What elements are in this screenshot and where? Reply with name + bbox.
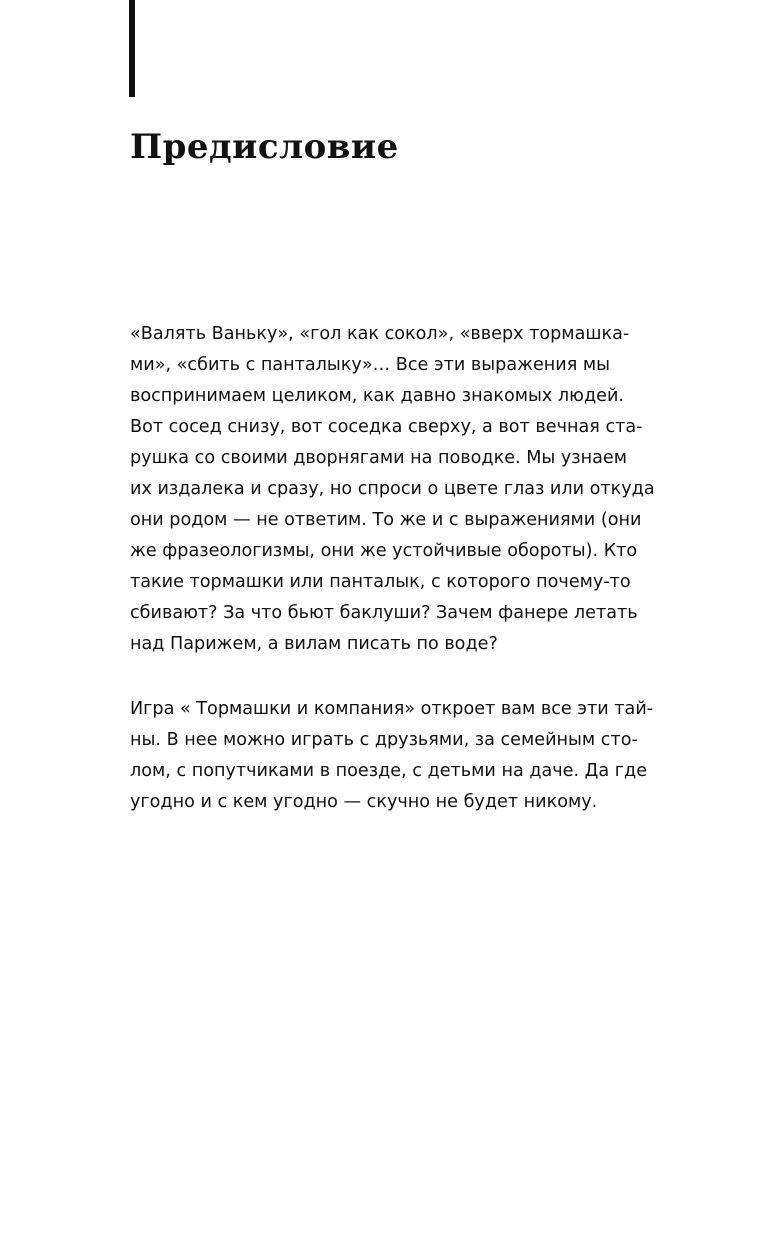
paragraph-line: же фразеологизмы, они же устойчивые обороты). Кто bbox=[130, 541, 638, 561]
paragraph-line: ны. В нее можно играть с друзьями, за семейным сто- bbox=[130, 730, 638, 750]
paragraph-line: Вот сосед снизу, вот соседка сверху, а вот вечная ста- bbox=[130, 417, 643, 437]
paragraph-1 bbox=[130, 319, 655, 660]
paragraph-line: «Валять Ваньку», «гол как сокол», «вверх тормашка- bbox=[130, 324, 630, 344]
paragraph-line: такие тормашки или панталык, с которого почему-то bbox=[130, 572, 631, 592]
paragraph-line: они родом — не ответим. То же и с выражениями (они bbox=[130, 510, 642, 530]
paragraph-line: воспринимаем целиком, как давно знакомых людей. bbox=[130, 386, 624, 406]
page-title: Предисловие bbox=[130, 127, 399, 167]
paragraph-line: рушка со своими дворнягами на поводке. Мы узнаем bbox=[130, 448, 628, 468]
paragraph-line: угодно и с кем угодно — скучно не будет никому. bbox=[130, 792, 598, 812]
paragraph-line: над Парижем, а вилам писать по воде? bbox=[130, 634, 498, 654]
paragraph-line: лом, с попутчиками в поезде, с детьми на даче. Да где bbox=[130, 761, 648, 781]
paragraph-2 bbox=[130, 694, 653, 818]
paragraph-line: ми», «сбить с панталыку»… Все эти выражения мы bbox=[130, 355, 611, 375]
paragraph-line: Игра « Тормашки и компания» откроет вам все эти тай- bbox=[130, 699, 654, 719]
paragraph-line: сбивают? За что бьют баклуши? Зачем фанере летать bbox=[130, 603, 638, 623]
decorative-vertical-rule bbox=[129, 0, 135, 97]
paragraph-line: их издалека и сразу, но спроси о цвете глаз или откуда bbox=[130, 479, 655, 499]
